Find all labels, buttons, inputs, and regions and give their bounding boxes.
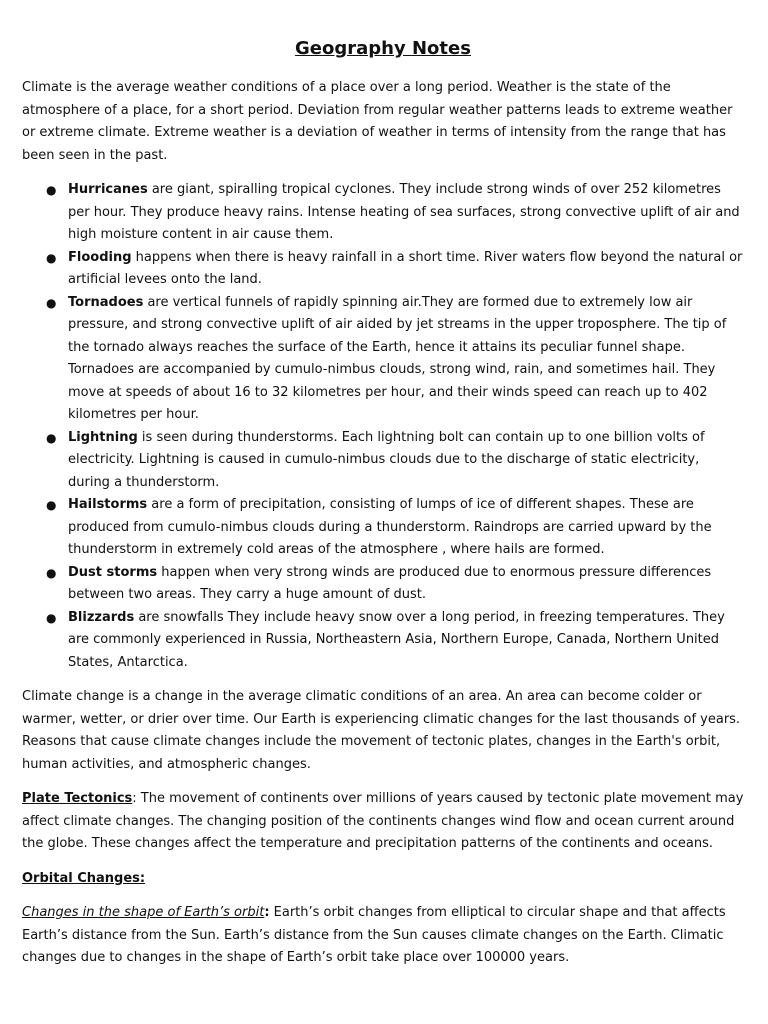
list-item-tornadoes <box>22 292 744 427</box>
list-item-hurricanes <box>22 179 744 247</box>
list-item-flooding <box>22 247 744 292</box>
plate-tectonics-paragraph <box>22 788 744 856</box>
orbital-changes-heading-line <box>22 868 744 891</box>
term-dust-storms: Dust storms <box>68 564 158 580</box>
bullet-icon: ● <box>46 183 57 197</box>
list-item-dust-storms <box>22 562 744 607</box>
orbital-changes-heading: Orbital Changes: <box>22 870 146 886</box>
term-blizzards: Blizzards <box>68 609 135 625</box>
page-title: Geography Notes <box>295 38 471 59</box>
list-item-lightning <box>22 427 744 495</box>
bullet-icon: ● <box>46 498 57 512</box>
orbit-shape-label: Changes in the shape of Earth’s orbit <box>22 905 265 920</box>
bullet-icon: ● <box>46 610 57 625</box>
desc-dust-storms: happen when very strong winds are produced due to enormous pressure differences between two areas. They carry a huge amount of dust. <box>68 564 712 602</box>
bullet-icon: ● <box>46 250 57 265</box>
orbit-shape-paragraph <box>22 902 744 970</box>
plate-tectonics-text: : The movement of continents over millions of years caused by tectonic plate movement may affect climate changes. The changing position of the continents changes wind flow and ocean current around the globe. These changes affect the temperature and precipitation patterns of the continents and oceans. <box>22 791 744 851</box>
term-tornadoes: Tornadoes <box>68 294 144 310</box>
bullet-icon: ● <box>46 430 57 445</box>
orbit-shape-colon: : <box>264 905 270 920</box>
term-hurricanes: Hurricanes <box>68 182 148 197</box>
desc-flooding: happens when there is heavy rainfall in a short time. River waters flow beyond the natural or artificial levees onto the land. <box>68 249 743 287</box>
list-item-hailstorms <box>22 494 744 562</box>
desc-hurricanes: are giant, spiralling tropical cyclones. They include strong winds of over 252 kilometres per hour. They produce heavy rains. Intense heating of sea surfaces, strong convective uplift of air and high moisture content in air cause them. <box>68 182 740 242</box>
plate-tectonics-label: Plate Tectonics <box>22 791 133 806</box>
orbit-shape-text: Earth’s orbit changes from elliptical to circular shape and that affects Earth’s distance from the Sun. Earth’s distance from the Sun causes climate changes on the Earth. Climatic changes due to changes in the shape of Earth’s orbit take place over 100000 years. <box>22 905 726 965</box>
document-page <box>22 36 744 982</box>
bullet-icon: ● <box>46 295 57 310</box>
intro-paragraph: Climate is the average weather conditions of a place over a long period. Weather is the state of the atmosphere of a place, for a short period. Deviation from regular weather patterns leads to extreme weather or extreme climate. Extreme weather is a deviation of weather in terms of intensity from the range that has been seen in the past. <box>22 80 733 163</box>
term-hailstorms: Hailstorms <box>68 497 148 512</box>
bullet-icon: ● <box>46 565 57 580</box>
extreme-weather-list <box>22 179 744 674</box>
term-lightning: Lightning <box>68 429 138 445</box>
desc-tornadoes: are vertical funnels of rapidly spinning air.They are formed due to extremely low air pressure, and strong convective uplift of air aided by jet streams in the upper troposphere. The tip of the tornado always reaches the surface of the Earth, hence it attains its peculiar funnel shape. Tornadoes are accompanied by cumulo-nimbus clouds, strong wind, rain, and sometimes hail. They move at speeds of about 16 to 32 kilometres per hour, and their winds speed can reach up to 402 kilometres per hour. <box>68 294 727 422</box>
desc-blizzards: are snowfalls They include heavy snow over a long period, in freezing temperatures. They are commonly experienced in Russia, Northeastern Asia, Northern Europe, Canada, Northern United States, Antarctica. <box>68 609 725 670</box>
climate-change-paragraph: Climate change is a change in the average climatic conditions of an area. An area can become colder or warmer, wetter, or drier over time. Our Earth is experiencing climatic changes for the last thousands of years. Reasons that cause climate changes include the movement of tectonic plates, changes in the Earth's orbit, human activities, and atmospheric changes. <box>22 689 741 772</box>
desc-hailstorms: are a form of precipitation, consisting of lumps of ice of different shapes. These are produced from cumulo-nimbus clouds during a thunderstorm. Raindrops are carried upward by the thunderstorm in extremely cold areas of the atmosphere , where hails are formed. <box>68 497 712 557</box>
term-flooding: Flooding <box>68 249 132 265</box>
list-item-blizzards <box>22 607 744 675</box>
desc-lightning: is seen during thunderstorms. Each lightning bolt can contain up to one billion volts of electricity. Lightning is caused in cumulo-nimbus clouds due to the discharge of static electricity, during a thunderstorm. <box>68 429 705 490</box>
